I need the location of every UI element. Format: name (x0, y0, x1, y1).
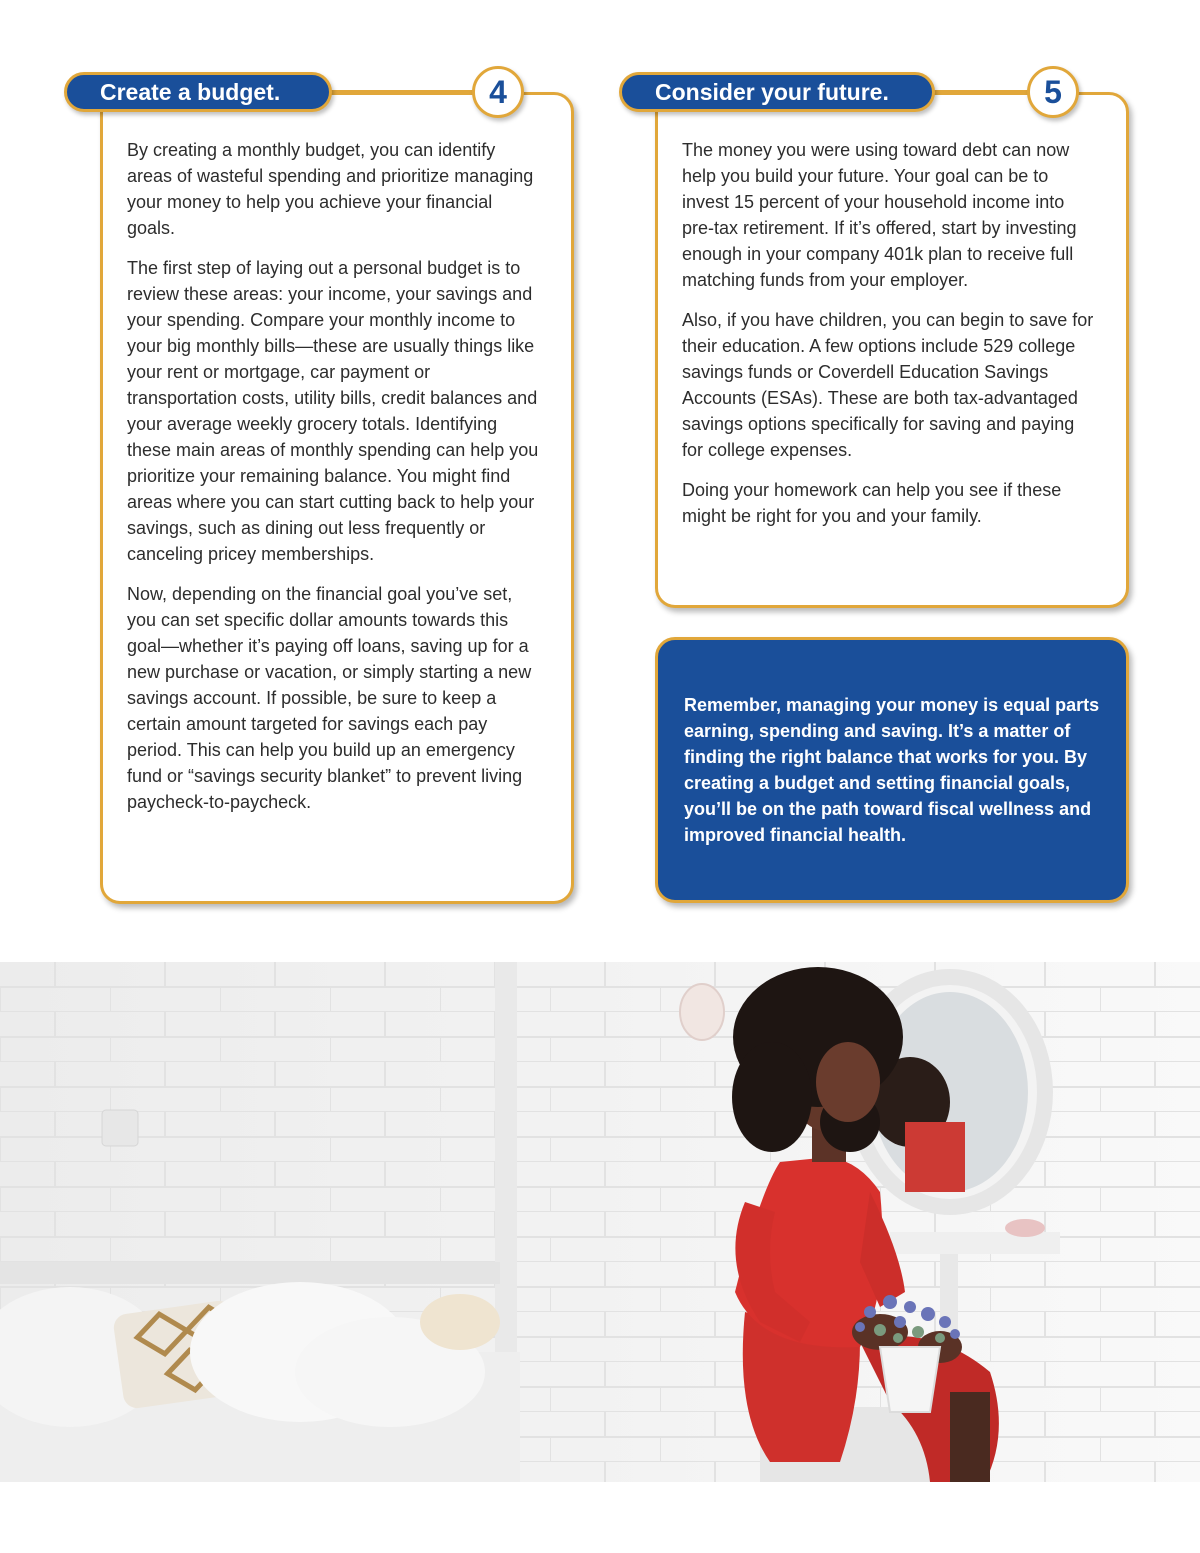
reminder-callout (655, 637, 1129, 903)
future-heading: Consider your future. (619, 72, 935, 112)
future-paragraph: Doing your homework can help you see if these might be right for you and your family. (682, 480, 1062, 526)
budget-heading: Create a budget. (64, 72, 332, 112)
future-paragraph: The money you were using toward debt can now help you build your future. Your goal can be to invest 15 percent of your household income into pre-tax retirement. If it’s offered, start by investing enough in your company 401k plan to receive full matching funds from your employer. (682, 140, 1077, 290)
future-card (655, 92, 1129, 608)
woman-with-plant-photo (0, 962, 1200, 1482)
budget-connector-line (330, 90, 476, 93)
future-paragraph: Also, if you have children, you can begin to save for their education. A few options include 529 college savings funds or Coverdell Education Savings Accounts (ESAs). These are both tax-advantaged savings options specifically for saving and paying for college expenses. (682, 310, 1094, 460)
budget-card (100, 92, 574, 904)
budget-card-body (127, 137, 545, 829)
reminder-text: Remember, managing your money is equal parts earning, spending and saving. It’s a matter of finding the right balance that works for you. By creating a budget and setting financial goals, you’ll be on the path toward fiscal wellness and improved financial health. (684, 695, 1100, 845)
budget-paragraph: The first step of laying out a personal budget is to review these areas: your income, your savings and your spending. Compare your monthly income to your big monthly bills—these are usually things like your rent or mortgage, car payment or transportation costs, utility bills, credit balances and your average weekly grocery totals. Identifying these main areas of monthly spending can help you prioritize your remaining balance. You might find areas where you can start cutting back to help your savings, such as dining out less frequently or canceling pricey memberships. (127, 258, 539, 564)
future-connector-line (933, 90, 1029, 93)
future-step-number: 5 (1027, 66, 1079, 118)
budget-step-number: 4 (472, 66, 524, 118)
future-card-body (682, 137, 1100, 543)
budget-paragraph: Now, depending on the financial goal you’ve set, you can set specific dollar amounts towards this goal—whether it’s paying off loans, saving up for a new purchase or vacation, or simply starting a new savings account. If possible, be sure to keep a certain amount targeted for savings each pay period. This can help you build up an emergency fund or “savings security blanket” to prevent living paycheck-to-paycheck. (127, 584, 532, 812)
budget-paragraph: By creating a monthly budget, you can identify areas of wasteful spending and prioritize managing your money to help you achieve your financial goals. (127, 140, 534, 238)
